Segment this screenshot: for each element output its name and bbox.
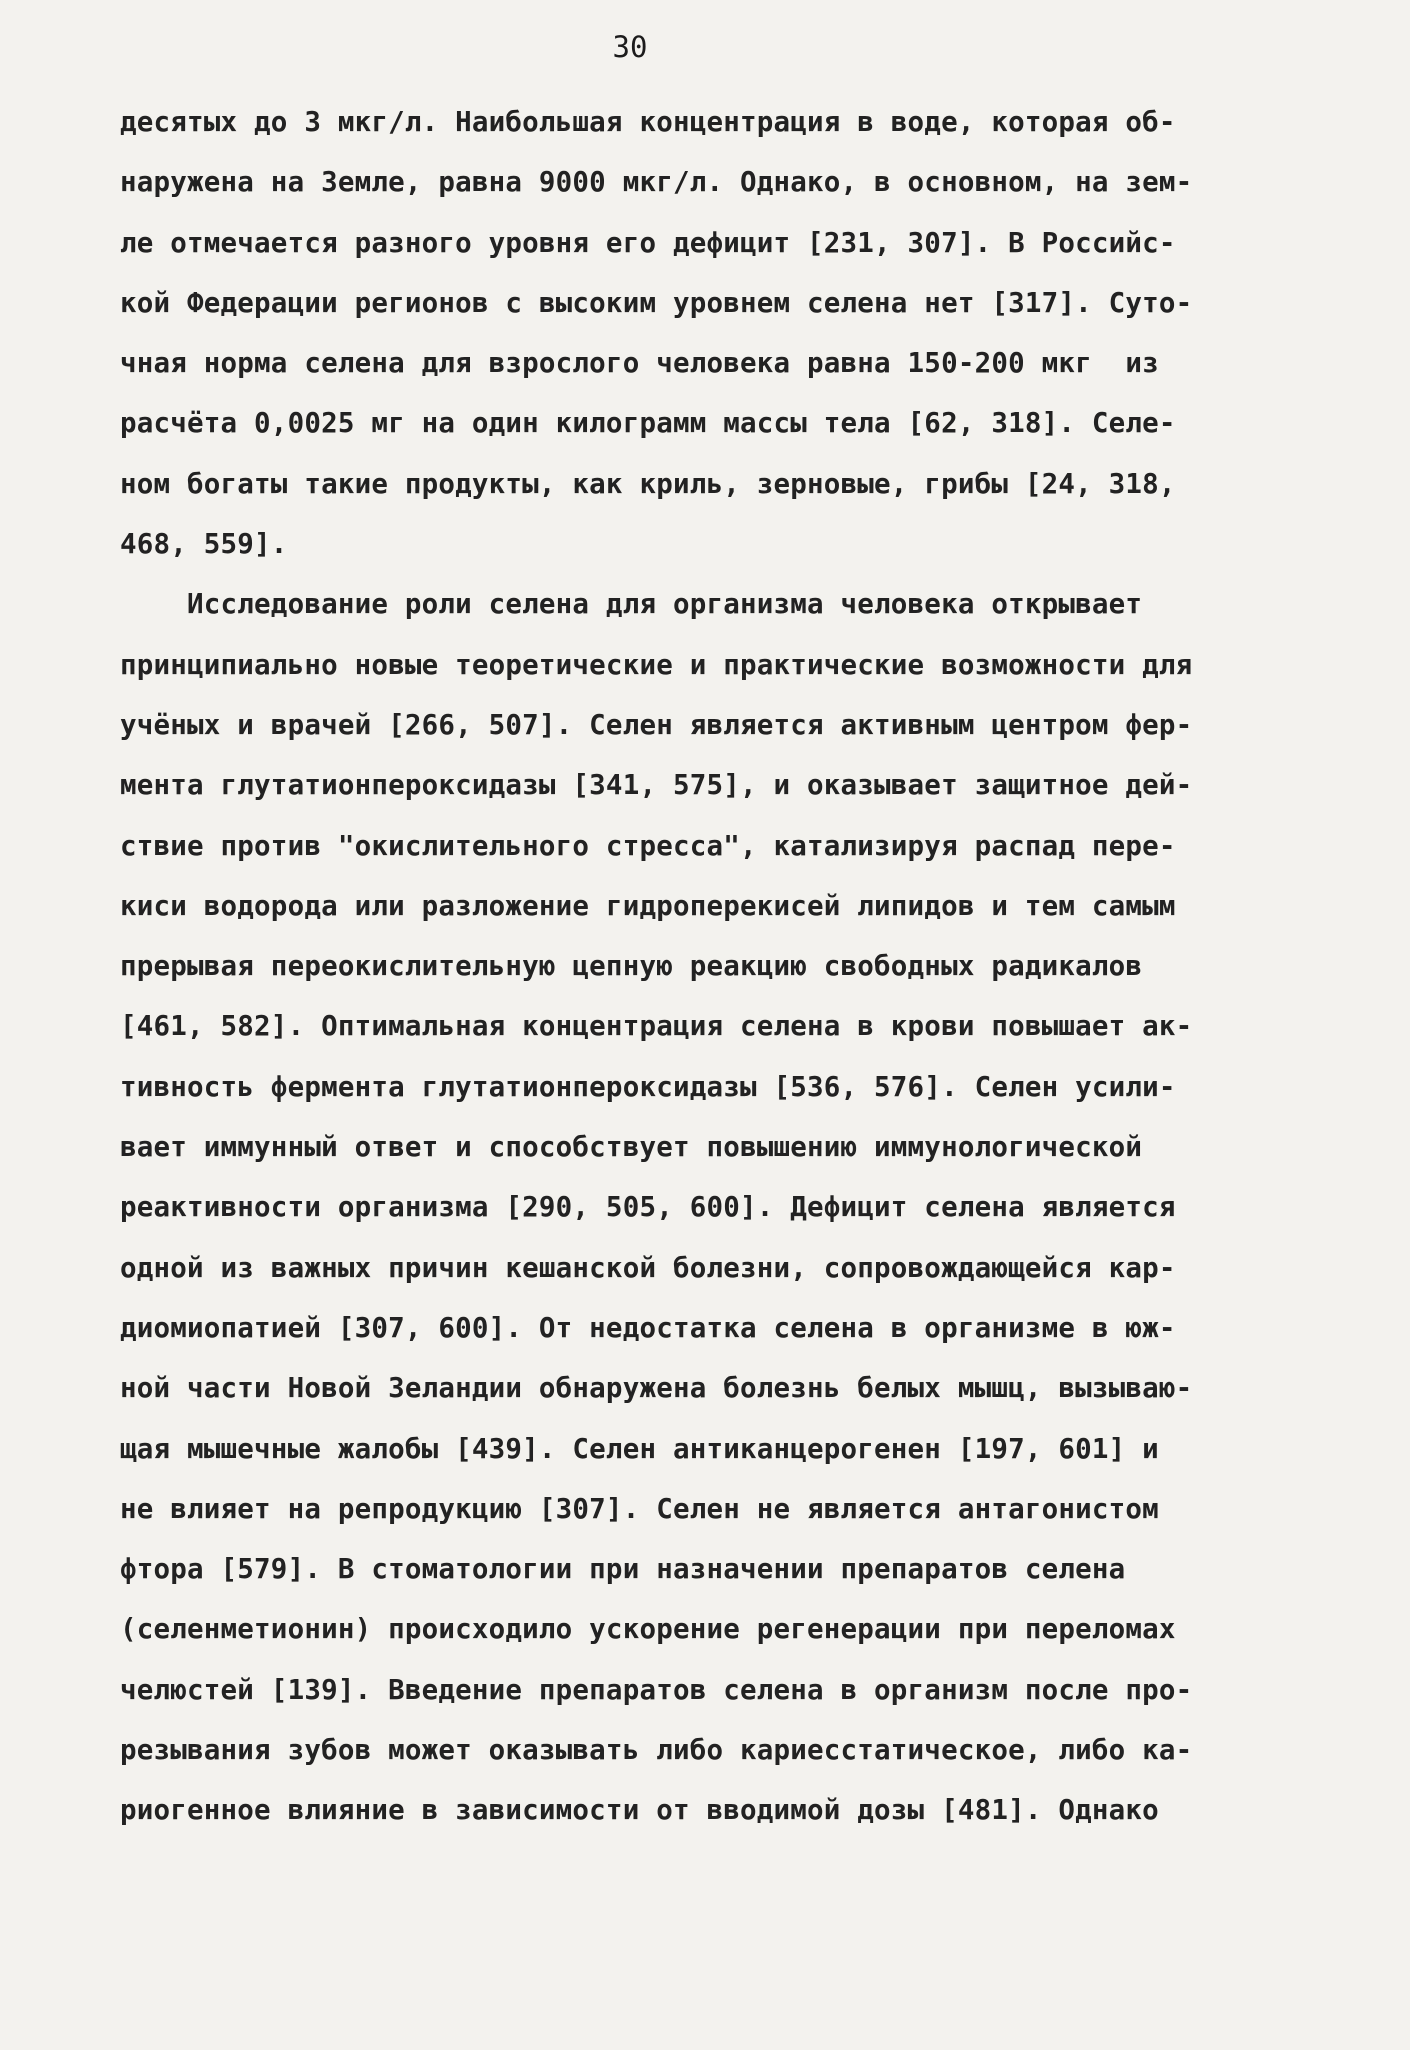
text-line: принципиально новые теоретические и практические возможности для — [120, 648, 1193, 681]
text-line: ле отмечается разного уровня его дефицит [231, 307]. В Российс- — [120, 226, 1176, 259]
text-line: учёных и врачей [266, 507]. Селен является активным центром фер- — [120, 708, 1193, 741]
text-line: чная норма селена для взрослого человека равна 150-200 мкг из — [120, 347, 1159, 380]
text-line: риогенное влияние в зависимости от вводимой дозы [481]. Однако — [120, 1794, 1159, 1827]
text-line: ствие против "окислительного стресса", катализируя распад пере- — [120, 829, 1176, 862]
body-text — [120, 92, 1290, 1841]
text-line: прерывая переокислительную цепную реакцию свободных радикалов — [120, 950, 1143, 983]
text-line: наружена на Земле, равна 9000 мкг/л. Однако, в основном, на зем- — [120, 166, 1193, 199]
text-line: ном богаты такие продукты, как криль, зерновые, грибы [24, 318, — [120, 467, 1176, 500]
text-line: [461, 582]. Оптимальная концентрация селена в крови повышает ак- — [120, 1010, 1193, 1043]
text-line: резывания зубов может оказывать либо кариесстатическое, либо ка- — [120, 1734, 1193, 1767]
text-line: челюстей [139]. Введение препаратов селена в организм после про- — [120, 1673, 1193, 1706]
text-line: расчёта 0,0025 мг на один килограмм массы тела [62, 318]. Селе- — [120, 407, 1176, 440]
text-line: не влияет на репродукцию [307]. Селен не является антагонистом — [120, 1492, 1159, 1525]
text-line: тивность фермента глутатионпероксидазы [536, 576]. Селен усили- — [120, 1070, 1176, 1103]
text-line: десятых до 3 мкг/л. Наибольшая концентрация в воде, которая об- — [120, 106, 1176, 138]
text-line: ной части Новой Зеландии обнаружена болезнь белых мышц, вызываю- — [120, 1372, 1193, 1405]
text-line: щая мышечные жалобы [439]. Селен антиканцерогенен [197, 601] и — [120, 1432, 1159, 1465]
text-line: мента глутатионпероксидазы [341, 575], и оказывает защитное дей- — [120, 769, 1193, 802]
text-line: вает иммунный ответ и способствует повышению иммунологической — [120, 1131, 1143, 1164]
text-line: фтора [579]. В стоматологии при назначении препаратов селена — [120, 1553, 1126, 1586]
text-line: (селенметионин) происходило ускорение регенерации при переломах — [120, 1613, 1176, 1646]
text-line: кой Федерации регионов с высоким уровнем селена нет [317]. Суто- — [120, 286, 1193, 319]
text-line: диомиопатией [307, 600]. От недостатка селена в организме в юж- — [120, 1311, 1176, 1344]
text-line: 468, 559]. — [120, 528, 288, 561]
text-line: киси водорода или разложение гидроперекисей липидов и тем самым — [120, 889, 1176, 922]
text-line: реактивности организма [290, 505, 600]. Дефицит селена является — [120, 1191, 1176, 1224]
text-line: одной из важных причин кешанской болезни, сопровождающейся кар- — [120, 1251, 1176, 1284]
page-number: 30 — [612, 30, 648, 64]
text-line: Исследование роли селена для организма человека открывает — [120, 588, 1143, 621]
